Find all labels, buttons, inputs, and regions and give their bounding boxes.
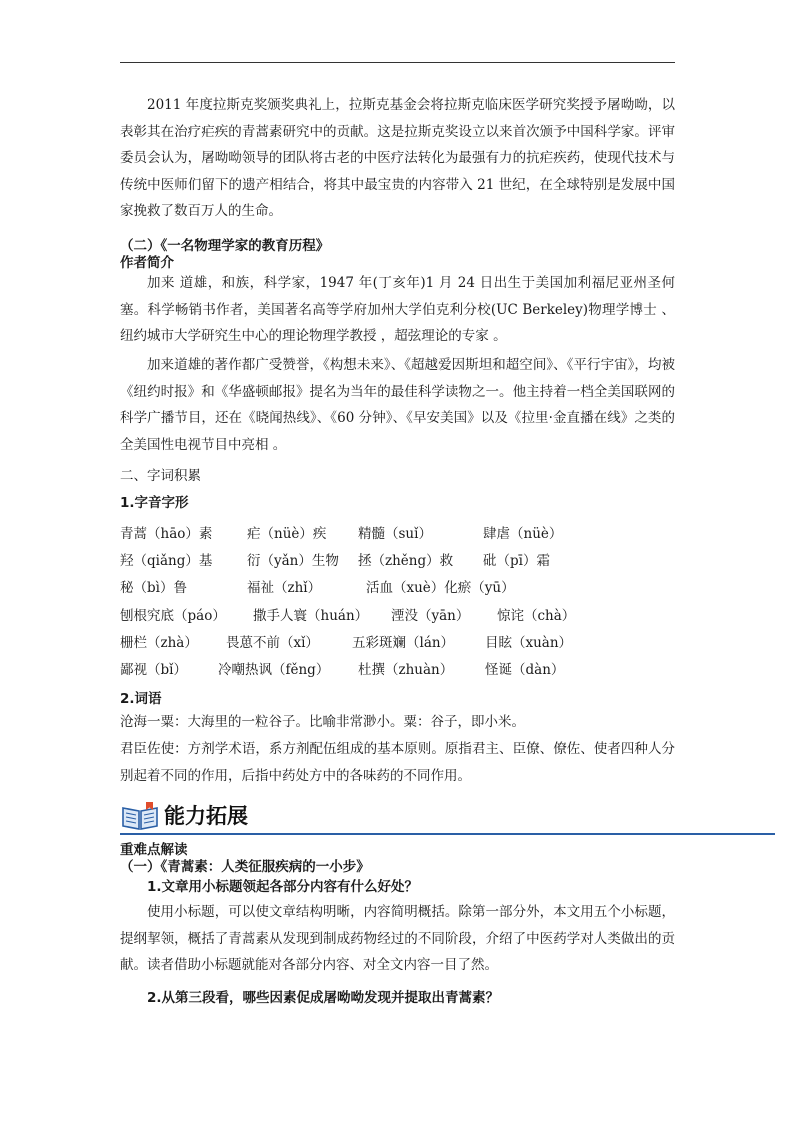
author-paragraph-2: 加来道雄的著作都广受赞誉，《构想未来》、《超越爱因斯坦和超空间》、《平行宇宙》，均被《纽约时报》和《华盛顿邮报》提名为当年的最佳科学读物之一。他主持着一档全美国联网的科学广播节目，还在《晓闻热线》、《60 分钟》、《早安美国》以及《拉里·金直播在线》之类的全美国性电视节目中亮相 。: [120, 357, 675, 453]
section-title: （二）《一名物理学家的教育历程》: [120, 238, 330, 254]
vocab-item: 福祉（zhǐ）: [247, 580, 322, 596]
question-2: 2.从第三段看，哪些因素促成屠呦呦发现并提取出青蒿素？: [147, 990, 500, 1006]
answer-1: 使用小标题，可以使文章结构明晰，内容简明概括。除第一部分外，本文用五个小标题，提纲挈领，概括了青蒿素从发现到制成药物经过的不同阶段，介绍了中医药学对人类做出的贡献。读者借助小标题就能对各部分内容、对全文内容一目了然。: [120, 904, 675, 973]
analysis-sub-title: （一）《青蒿素：人类征服疾病的一小步》: [120, 859, 370, 875]
vocab-item: 拯（zhěng）救: [358, 553, 454, 569]
banner-title: 能力拓展: [164, 804, 248, 828]
author-paragraph-1: 加来 道雄，和族，科学家，1947 年(丁亥年)1 月 24 日出生于美国加利福尼亚州圣何塞。科学畅销书作者，美国著名高等学府加州大学伯克利分校(UC Berkeley)物理学博士 、纽约城市大学研究生中心的理论物理学教授 ，超弦理论的专家 。: [120, 275, 675, 344]
vocab-item: 疟（nüè）疾: [247, 526, 327, 542]
vocab-item: 鄙视（bǐ）: [120, 662, 187, 678]
term-definition: 君臣佐使：方剂学术语，系方剂配伍组成的基本原则。原指君主、臣僚、僚佐、使者四种人分别起着不同的作用，后指中药处方中的各味药的不同作用。: [120, 741, 675, 784]
vocab-item: 惊诧（chà）: [497, 608, 576, 624]
vocab-item: 衍（yǎn）生物: [247, 553, 339, 569]
intro-paragraph: 2011 年度拉斯克奖颁奖典礼上，拉斯克基金会将拉斯克临床医学研究奖授予屠呦呦，以表彰其在治疗疟疾的青蒿素研究中的贡献。这是拉斯克奖设立以来首次颁予中国科学家。评审委员会认为，屠呦呦领导的团队将古老的中医疗法转化为最强有力的抗疟疾药，使现代技术与传统中医师们留下的遗产相结合，将其中最宝贵的内容带入 21 世纪，在全球特别是发展中国家挽救了数百万人的生命。: [120, 97, 675, 219]
open-book-icon: [120, 800, 160, 832]
vocab-item: 目眩（xuàn）: [485, 635, 573, 651]
section-banner: [120, 798, 775, 838]
vocab-item: 秘（bì）鲁: [120, 580, 187, 596]
vocab-item: 畏葸不前（xǐ）: [226, 635, 319, 651]
vocab-item: 肆虐（nüè）: [483, 526, 563, 542]
vocab-item: 冷嘲热讽（fěng）: [218, 662, 330, 678]
banner-rule: [120, 833, 775, 835]
vocab-item: 青蒿（hāo）素: [120, 526, 213, 542]
vocab-item: 砒（pī）霜: [483, 553, 550, 569]
vocab-item: 精髓（suǐ）: [358, 526, 432, 542]
vocab-sub1: 1.字音字形: [120, 495, 189, 511]
question-1: 1.文章用小标题领起各部分内容有什么好处？: [147, 879, 419, 895]
vocab-item: 湮没（yān）: [391, 608, 470, 624]
vocab-item: 羟（qiǎng）基: [120, 553, 213, 569]
vocab-item: 活血（xuè）化瘀（yū）: [366, 580, 515, 596]
vocab-item: 撒手人寰（huán）: [253, 608, 369, 624]
vocab-item: 杜撰（zhuàn）: [358, 662, 454, 678]
vocab-item: 五彩斑斓（lán）: [352, 635, 455, 651]
vocab-item: 怪诞（dàn）: [485, 662, 565, 678]
vocab-item: 栅栏（zhà）: [120, 635, 198, 651]
vocab-sub2: 2.词语: [120, 691, 162, 707]
vocab-heading: 二、字词积累: [120, 468, 201, 484]
term-definition: 沧海一粟：大海里的一粒谷子。比喻非常渺小。粟：谷子，即小米。: [120, 714, 525, 730]
analysis-heading: 重难点解读: [120, 842, 188, 858]
header-rule: [120, 62, 675, 63]
author-heading: 作者简介: [120, 255, 174, 271]
vocab-item: 刨根究底（páo）: [120, 608, 226, 624]
